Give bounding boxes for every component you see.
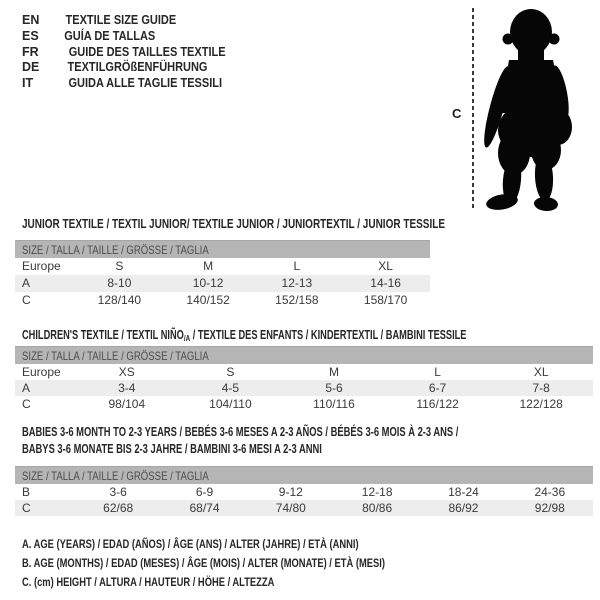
language-code: FR <box>22 44 39 59</box>
table-cell: 3-4 <box>118 381 136 395</box>
list-item <box>22 76 236 92</box>
note-age-years: A. AGE (YEARS) / EDAD (AÑOS) / ÂGE (ANS) / ALTER (JAHRE) / ETÀ (ANNI) <box>22 537 359 551</box>
children-size-table <box>15 346 593 412</box>
table-cell: 92/98 <box>534 501 565 515</box>
table-cell: XL <box>378 259 393 273</box>
table-cell: 4-5 <box>221 381 240 395</box>
table-cell: 6-7 <box>428 381 447 395</box>
table-cell: 10-12 <box>192 276 224 290</box>
table-cell: 62/68 <box>103 501 134 515</box>
list-item <box>22 29 236 45</box>
size-header-bar: SIZE / TALLA / TAILLE / GRÖSSE / TAGLIA <box>15 240 430 258</box>
table-cell: 86/92 <box>448 501 479 515</box>
table-cell: 6-9 <box>195 485 214 499</box>
list-item <box>22 13 236 29</box>
row-label: C <box>22 293 31 307</box>
row-label: C <box>22 397 31 411</box>
table-cell: 8-10 <box>107 276 132 290</box>
table-cell: 12-13 <box>281 276 313 290</box>
height-measure-label: C <box>452 106 462 121</box>
language-code: IT <box>22 76 34 91</box>
table-row <box>15 292 430 309</box>
table-cell: 9-12 <box>278 485 303 499</box>
table-row <box>15 380 593 396</box>
table-cell: 3-6 <box>109 485 127 499</box>
table-cell: L <box>293 259 301 273</box>
table-cell: 122/128 <box>519 397 563 411</box>
row-label: A <box>22 381 31 395</box>
table-row <box>15 258 430 275</box>
height-measure-dashed-line <box>472 8 474 208</box>
size-header-bar: SIZE / TALLA / TAILLE / GRÖSSE / TAGLIA <box>15 346 593 364</box>
table-cell: 12-18 <box>361 485 393 499</box>
table-cell: 18-24 <box>448 485 479 499</box>
language-title: GUÍA DE TALLAS <box>64 28 156 43</box>
children-section-title: CHILDREN'S TEXTILE / TEXTIL NIÑO/A / TEXTILE DES ENFANTS / KINDERTEXTIL / BAMBINI TESSILE <box>22 328 467 343</box>
list-item <box>22 60 236 76</box>
row-label: B <box>22 485 31 499</box>
language-code: EN <box>22 13 40 27</box>
table-row <box>15 500 593 516</box>
junior-section-title: JUNIOR TEXTILE / TEXTIL JUNIOR/ TEXTILE JUNIOR / JUNIORTEXTIL / JUNIOR TESSILE <box>22 217 446 231</box>
table-cell: 68/74 <box>189 501 220 515</box>
size-header-bar: SIZE / TALLA / TAILLE / GRÖSSE / TAGLIA <box>15 466 593 484</box>
language-code: ES <box>22 28 39 43</box>
language-code: DE <box>22 60 40 75</box>
table-cell: 140/152 <box>186 293 230 307</box>
note-age-months: B. AGE (MONTHS) / EDAD (MESES) / ÂGE (MOIS) / ALTER (MONATE) / ETÀ (MESI) <box>22 556 385 570</box>
table-cell: 152/158 <box>275 293 319 307</box>
table-row <box>15 364 593 380</box>
list-item <box>22 45 236 61</box>
table-cell: M <box>328 365 339 379</box>
table-cell: S <box>115 259 124 273</box>
row-label: A <box>22 276 31 290</box>
language-title-list <box>22 13 236 92</box>
language-title: GUIDA ALLE TAGLIE TESSILI <box>68 76 223 91</box>
table-row <box>15 484 593 500</box>
row-label: Europe <box>22 259 61 273</box>
table-cell: S <box>226 365 235 379</box>
baby-silhouette-shape <box>482 9 572 211</box>
table-cell: 110/116 <box>313 397 355 411</box>
table-cell: 104/110 <box>209 397 252 411</box>
title-subscript: /A <box>183 333 191 343</box>
note-height-cm: C. (cm) HEIGHT / ALTURA / HAUTEUR / HÖHE / ALTEZZA <box>22 575 275 589</box>
table-cell: XS <box>118 365 135 379</box>
table-cell: 128/140 <box>97 293 142 307</box>
babies-section-title: BABIES 3-6 MONTH TO 2-3 YEARS / BEBÉS 3-6 MESES A 2-3 AÑOS / BÉBÉS 3-6 MOIS À 2-3 ANS / BABYS 3-6 MONATE BIS 2-3 JAHRE / BAMBINI 3-6 MESI A 2-3 ANNI <box>22 425 459 456</box>
table-cell: L <box>434 365 441 379</box>
table-cell: 7-8 <box>532 381 550 395</box>
language-title: GUIDE DES TAILLES TEXTILE <box>68 44 226 59</box>
table-cell: 116/122 <box>416 397 459 411</box>
row-label: C <box>22 501 31 515</box>
babies-size-table <box>15 466 593 516</box>
table-row <box>15 275 430 292</box>
table-row <box>15 396 593 412</box>
table-cell: M <box>203 259 214 273</box>
junior-size-table <box>15 240 430 309</box>
table-cell: 5-6 <box>325 381 343 395</box>
baby-silhouette-icon <box>482 5 578 211</box>
table-cell: 158/170 <box>363 293 408 307</box>
table-cell: 80/86 <box>362 501 393 515</box>
table-cell: 24-36 <box>534 485 566 499</box>
table-cell: 14-16 <box>370 276 401 290</box>
language-title: TEXTILGRÖßENFÜHRUNG <box>67 60 208 75</box>
table-cell: 98/104 <box>108 397 146 411</box>
language-title: TEXTILE SIZE GUIDE <box>65 13 177 27</box>
table-cell: XL <box>533 365 549 379</box>
table-cell: 74/80 <box>275 501 306 515</box>
row-label: Europe <box>22 365 61 379</box>
